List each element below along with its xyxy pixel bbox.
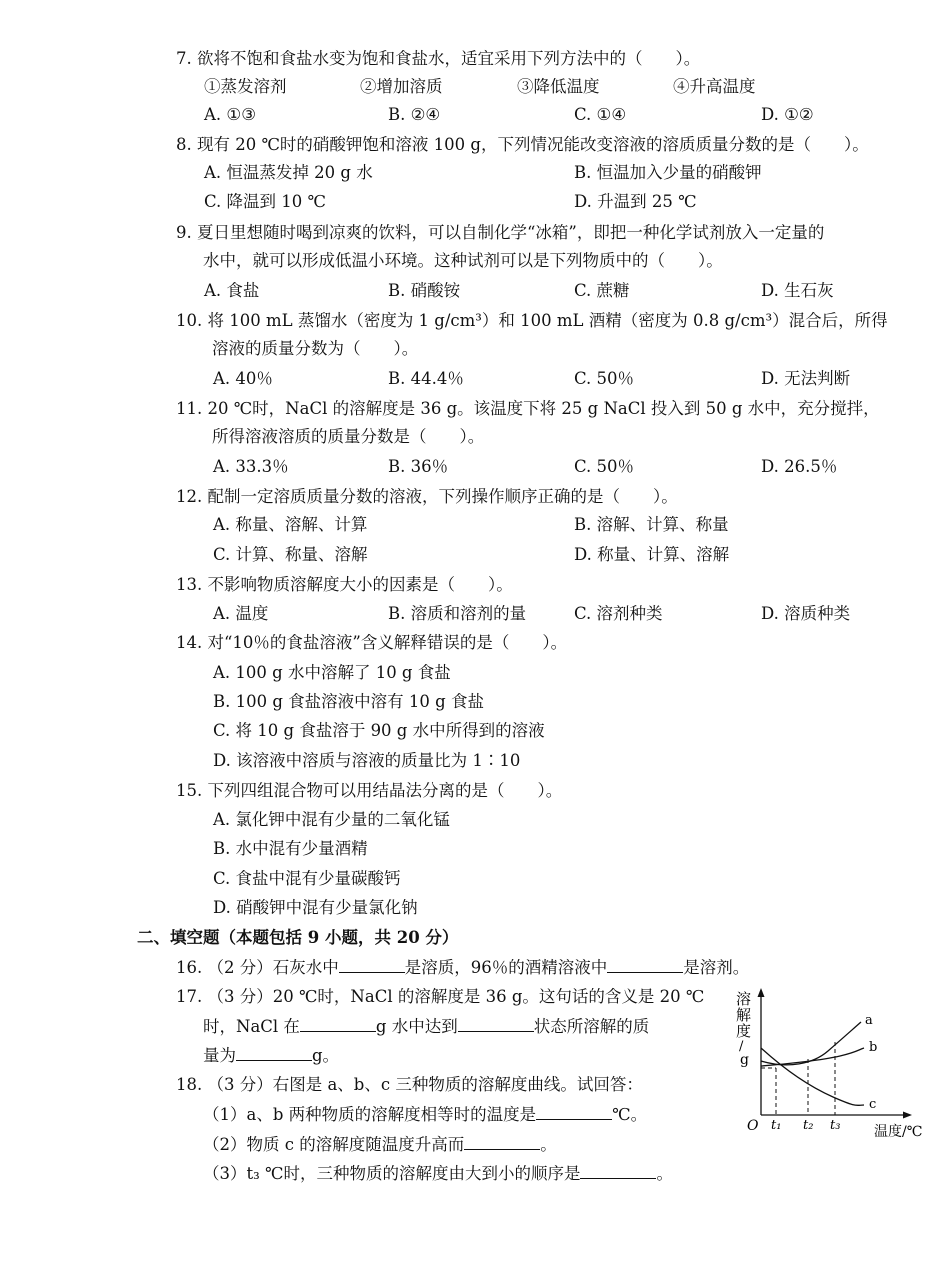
q14-stem: 14. 对“10％的食盐溶液”含义解释错误的是（ ）。 — [176, 633, 568, 652]
q9-option-a: A. 食盐 — [204, 281, 260, 300]
q11-option-b: B. 36％ — [388, 457, 449, 476]
q10-option-a: A. 40％ — [213, 369, 273, 388]
y-label-char-5: g — [740, 1052, 749, 1068]
q17-blank-3[interactable] — [236, 1044, 312, 1061]
q16-text-2: 是溶质，96％的酒精溶液中 — [404, 958, 608, 977]
tick-t2: t₂ — [803, 1118, 814, 1133]
q17-text-2c: 状态所溶解的质 — [533, 1017, 650, 1036]
y-label-char-1: 溶 — [736, 990, 752, 1008]
q12-option-b: B. 溶解、计算、称量 — [574, 515, 729, 534]
solubility-curve-diagram — [728, 984, 938, 1144]
section-2-title: 二、填空题（本题包括 9 小题，共 20 分） — [137, 928, 459, 947]
q18-blank-3[interactable] — [580, 1162, 656, 1179]
q11-stem-line1: 11. 20 ℃时，NaCl 的溶解度是 36 g。该温度下将 25 g NaCl 投入到 50 g 水中，充分搅拌， — [176, 399, 880, 418]
q10-stem-line1: 10. 将 100 mL 蒸馏水（密度为 1 g/cm³）和 100 mL 酒精（密度为 0.8 g/cm³）混合后，所得 — [176, 311, 888, 330]
q15-option-c: C. 食盐中混有少量碳酸钙 — [213, 869, 401, 888]
q15-option-b: B. 水中混有少量酒精 — [213, 839, 368, 858]
origin-label: O — [747, 1118, 759, 1134]
q17-line2 — [203, 1015, 649, 1038]
q18-stem: 18. （3 分）右图是 a、b、c 三种物质的溶解度曲线。试回答： — [176, 1075, 643, 1094]
q18-sub3-end: 。 — [656, 1164, 673, 1183]
q16-text-3: 是溶剂。 — [683, 958, 750, 977]
q15-option-d: D. 硝酸钾中混有少量氯化钠 — [213, 898, 418, 917]
curve-b-label: b — [869, 1040, 878, 1055]
tick-t1: t₁ — [771, 1118, 782, 1133]
q7-option-d: D. ①② — [761, 105, 814, 124]
x-axis-label: 温度/℃ — [874, 1124, 923, 1140]
q13-option-b: B. 溶质和溶剂的量 — [388, 604, 527, 623]
q11-option-a: A. 33.3％ — [213, 457, 289, 476]
y-label-char-2: 解 — [736, 1006, 752, 1024]
q10-option-b: B. 44.4％ — [388, 369, 464, 388]
q7-method-3: ③降低温度 — [517, 77, 600, 96]
q8-option-b: B. 恒温加入少量的硝酸钾 — [574, 163, 762, 182]
q16-line — [176, 956, 749, 979]
q8-option-d: D. 升温到 25 ℃ — [574, 192, 697, 211]
q9-stem-line1: 9. 夏日里想随时喝到凉爽的饮料，可以自制化学“冰箱”，即把一种化学试剂放入一定量的 — [176, 223, 825, 242]
q15-stem: 15. 下列四组混合物可以用结晶法分离的是（ ）。 — [176, 781, 563, 800]
curve-a — [761, 1022, 861, 1065]
q14-option-b: B. 100 g 食盐溶液中溶有 10 g 食盐 — [213, 692, 484, 711]
q14-option-a: A. 100 g 水中溶解了 10 g 食盐 — [213, 663, 451, 682]
q12-option-c: C. 计算、称量、溶解 — [213, 545, 368, 564]
q14-option-c: C. 将 10 g 食盐溶于 90 g 水中所得到的溶液 — [213, 721, 545, 740]
q12-option-a: A. 称量、溶解、计算 — [213, 515, 368, 534]
q7-option-a: A. ①③ — [204, 105, 256, 124]
y-label-char-4: / — [739, 1039, 744, 1054]
q18-sub2-text: （2）物质 c 的溶解度随温度升高而 — [203, 1135, 465, 1154]
q18-blank-2[interactable] — [464, 1133, 540, 1150]
q18-sub2 — [203, 1133, 557, 1156]
q7-method-4: ④升高温度 — [673, 77, 756, 96]
q11-stem-line2: 所得溶液溶质的质量分数是（ ）。 — [212, 427, 485, 446]
q8-option-a: A. 恒温蒸发掉 20 g 水 — [204, 163, 373, 182]
q9-option-d: D. 生石灰 — [761, 281, 834, 300]
q13-option-c: C. 溶剂种类 — [574, 604, 663, 623]
q11-option-c: C. 50％ — [574, 457, 635, 476]
q7-option-b: B. ②④ — [388, 105, 441, 124]
q16-blank-2[interactable] — [607, 956, 683, 973]
tick-t3: t₃ — [830, 1118, 841, 1133]
q12-stem: 12. 配制一定溶质质量分数的溶液，下列操作顺序正确的是（ ）。 — [176, 487, 678, 506]
q17-text-3a: 量为 — [203, 1046, 236, 1065]
q18-sub1-text: （1）a、b 两种物质的溶解度相等时的温度是 — [203, 1105, 537, 1124]
x-axis-arrow — [903, 1112, 912, 1119]
q10-stem-line2: 溶液的质量分数为（ ）。 — [212, 339, 419, 358]
q12-option-d: D. 称量、计算、溶解 — [574, 545, 730, 564]
q16-blank-1[interactable] — [339, 956, 405, 973]
curve-b — [761, 1048, 864, 1066]
y-axis-arrow — [758, 988, 765, 997]
q14-option-d: D. 该溶液中溶质与溶液的质量比为 1∶10 — [213, 751, 521, 770]
q17-text-2b: g 水中达到 — [375, 1017, 458, 1036]
q18-sub1-unit: ℃。 — [612, 1105, 648, 1124]
q11-option-d: D. 26.5％ — [761, 457, 838, 476]
q10-option-c: C. 50％ — [574, 369, 635, 388]
q13-stem: 13. 不影响物质溶解度大小的因素是（ ）。 — [176, 575, 513, 594]
q18-sub1 — [203, 1103, 647, 1126]
q18-sub3 — [203, 1162, 673, 1185]
q9-option-c: C. 蔗糖 — [574, 281, 630, 300]
q18-sub2-end: 。 — [540, 1135, 557, 1154]
q13-option-a: A. 温度 — [213, 604, 269, 623]
q7-option-c: C. ①④ — [574, 105, 627, 124]
y-label-char-3: 度 — [736, 1022, 752, 1040]
q10-option-d: D. 无法判断 — [761, 369, 851, 388]
q15-option-a: A. 氯化钾中混有少量的二氧化锰 — [213, 810, 450, 829]
q7-stem: 7. 欲将不饱和食盐水变为饱和食盐水，适宜采用下列方法中的（ ）。 — [176, 49, 701, 68]
q8-option-c: C. 降温到 10 ℃ — [204, 192, 326, 211]
q18-sub3-text: （3）t₃ ℃时，三种物质的溶解度由大到小的顺序是 — [203, 1164, 581, 1183]
q18-blank-1[interactable] — [536, 1103, 612, 1120]
q13-option-d: D. 溶质种类 — [761, 604, 851, 623]
q7-method-2: ②增加溶质 — [360, 77, 443, 96]
q17-text-3b: g。 — [312, 1046, 340, 1065]
q17-text-2a: 时，NaCl 在 — [203, 1017, 300, 1036]
curve-c-label: c — [869, 1097, 877, 1112]
q17-line3 — [203, 1044, 339, 1067]
q17-blank-2[interactable] — [458, 1015, 534, 1032]
q7-method-1: ①蒸发溶剂 — [204, 77, 287, 96]
q16-text-1: 16. （2 分）石灰水中 — [176, 958, 339, 977]
q17-blank-1[interactable] — [300, 1015, 376, 1032]
q9-option-b: B. 硝酸铵 — [388, 281, 461, 300]
curve-a-label: a — [865, 1013, 873, 1028]
q8-stem: 8. 现有 20 ℃时的硝酸钾饱和溶液 100 g，下列情况能改变溶液的溶质质量分数的是（ ）。 — [176, 135, 869, 154]
q9-stem-line2: 水中，就可以形成低温小环境。这种试剂可以是下列物质中的（ ）。 — [203, 251, 723, 270]
q17-line1: 17. （3 分）20 ℃时，NaCl 的溶解度是 36 g。这句话的含义是 20 ℃ — [176, 987, 705, 1006]
